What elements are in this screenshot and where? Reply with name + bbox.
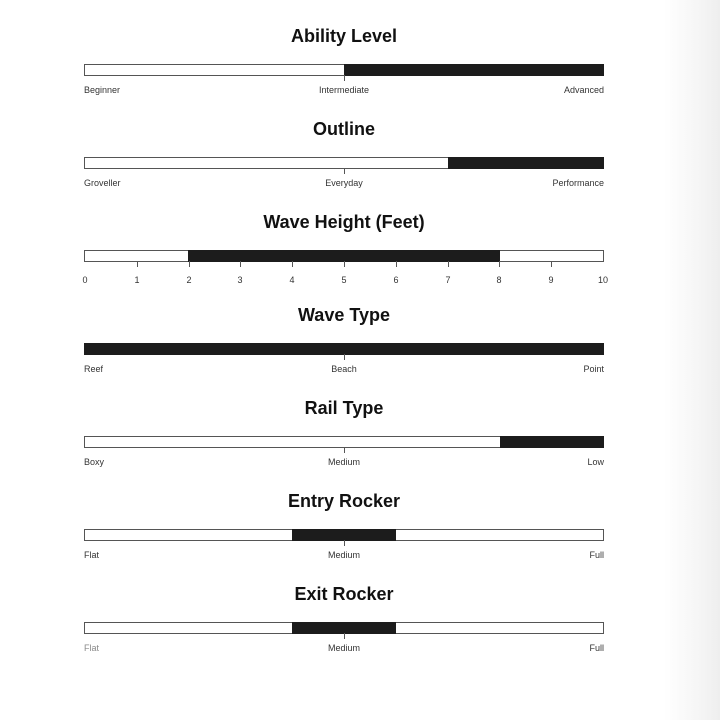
scale-title: Wave Type [297, 305, 391, 325]
scale-label-mid: Intermediate [318, 85, 370, 95]
scale-bar [84, 343, 604, 355]
scale-number-label: 9 [548, 275, 554, 285]
scale-mid-tick [344, 354, 345, 360]
scale-bar [84, 250, 604, 262]
scale-label-high: Low [587, 457, 604, 467]
scale-title: Rail Type [304, 398, 384, 418]
scale-title: Ability Level [290, 26, 398, 46]
scale-fill [448, 157, 604, 169]
scale-tick [396, 261, 397, 267]
scale-number-label: 6 [393, 275, 399, 285]
scale-fill [344, 64, 604, 76]
scale-label-high: Full [589, 550, 604, 560]
scale-tick [240, 261, 241, 267]
scale-tick [448, 261, 449, 267]
scale-number-label: 8 [496, 275, 502, 285]
scale-tick [551, 261, 552, 267]
scale-label-mid: Medium [327, 643, 361, 653]
scale-title: Exit Rocker [294, 584, 394, 604]
scale-number-label: 7 [445, 275, 451, 285]
scale-title: Outline [313, 119, 375, 139]
scale-mid-tick [344, 447, 345, 453]
scale-label-low: Beginner [84, 85, 121, 95]
scale-mid-tick [344, 168, 345, 174]
scale-number-label: 2 [186, 275, 192, 285]
scale-label-low: Reef [84, 364, 104, 374]
scale-label-mid: Medium [327, 457, 361, 467]
scale-bar [84, 529, 604, 541]
scale-bar [84, 436, 604, 448]
scale-tick [344, 261, 345, 267]
scale-number-label: 3 [237, 275, 243, 285]
scale-mid-tick [344, 540, 345, 546]
scale-label-mid: Medium [327, 550, 361, 560]
wave-height-scale [82, 210, 609, 300]
scale-number-label: 4 [289, 275, 295, 285]
scale-bar [84, 64, 604, 76]
scale-number-label: 5 [341, 275, 347, 285]
scale-label-high: Performance [552, 178, 604, 188]
wave-type-scale [84, 303, 604, 393]
scale-label-low: Boxy [84, 457, 105, 467]
scale-tick [137, 261, 138, 267]
scale-number-label: 10 [597, 275, 609, 285]
scale-title: Wave Height (Feet) [263, 212, 425, 232]
scale-tick [499, 261, 500, 267]
scale-label-low: Flat [84, 550, 100, 560]
exit-rocker-scale [84, 582, 604, 672]
scale-tick [189, 261, 190, 267]
scale-label-high: Point [583, 364, 604, 374]
outline-scale [84, 117, 604, 207]
rail-type-scale [84, 396, 604, 486]
scale-label-mid: Beach [331, 364, 357, 374]
scale-bar [84, 157, 604, 169]
scale-label-low: Groveller [84, 178, 121, 188]
scale-number-label: 0 [82, 275, 88, 285]
scale-title: Entry Rocker [287, 491, 401, 511]
entry-rocker-scale [84, 489, 604, 579]
scale-label-low: Flat [84, 643, 100, 653]
scale-label-high: Advanced [563, 85, 604, 95]
scale-label-high: Full [589, 643, 604, 653]
scale-mid-tick [344, 75, 345, 81]
scale-label-mid: Everyday [325, 178, 363, 188]
scale-number-label: 1 [134, 275, 140, 285]
scale-fill [500, 436, 604, 448]
scale-bar [84, 622, 604, 634]
scale-tick [292, 261, 293, 267]
scale-mid-tick [344, 633, 345, 639]
page-edge-shadow [664, 0, 720, 720]
ability-level-scale [84, 24, 604, 114]
